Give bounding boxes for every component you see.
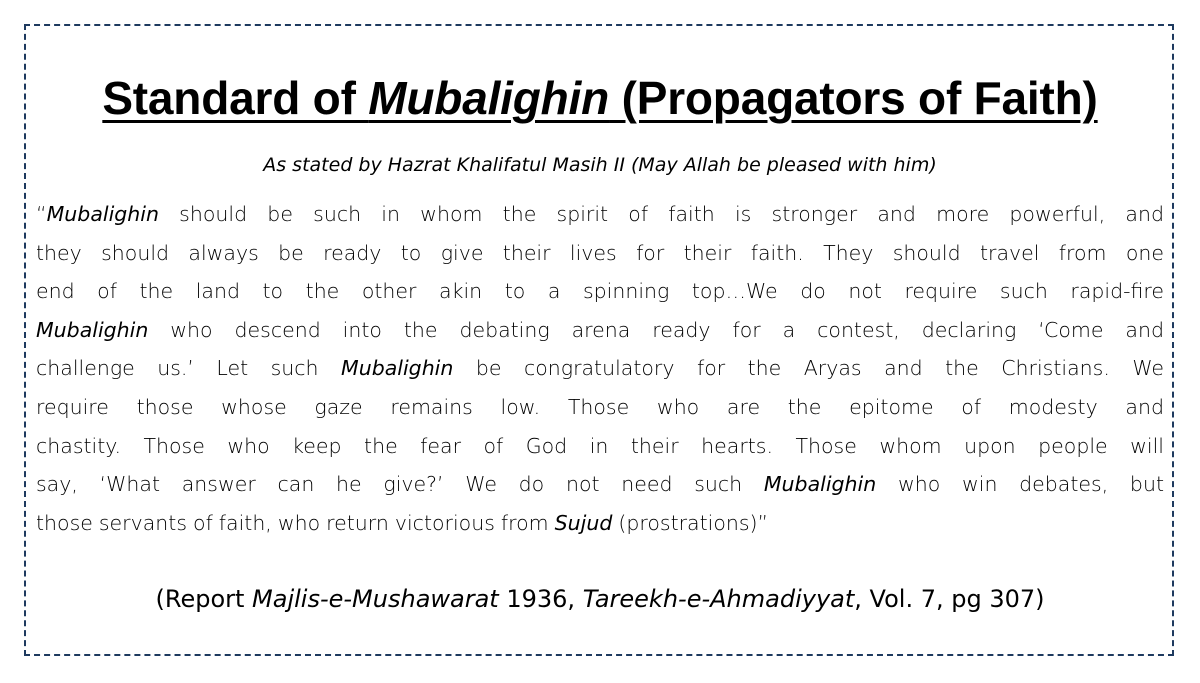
attribution-subtitle: As stated by Hazrat Khalifatul Masih II (May Allah be pleased with him) bbox=[263, 154, 937, 176]
citation-italic-term: Majlis-e-Mushawarat bbox=[252, 585, 499, 613]
citation-reference bbox=[0, 583, 1200, 615]
quote-line bbox=[36, 465, 1164, 504]
quote-text: (prostrations)” bbox=[612, 510, 769, 535]
quote-line bbox=[36, 234, 1164, 273]
title-prefix: Standard of bbox=[102, 72, 369, 124]
citation-text: 1936, bbox=[498, 585, 583, 613]
citation-text: (Report bbox=[155, 585, 253, 613]
title-suffix: (Propagators of Faith) bbox=[609, 72, 1098, 124]
quote-line bbox=[36, 349, 1164, 388]
quote-italic-term: Mubalighin bbox=[36, 317, 149, 342]
quote-text: “ bbox=[36, 202, 47, 226]
quote-text: challenge us.’ Let such bbox=[36, 356, 342, 381]
quote-text: chastity. Those who keep the fear of God in their hearts. Those whom upon people will bbox=[36, 433, 1164, 458]
quote-text: say, ‘What answer can he give?’ We do not need such bbox=[36, 472, 764, 497]
quote-line bbox=[36, 388, 1164, 427]
page-title bbox=[0, 70, 1200, 126]
quote-italic-term: Sujud bbox=[554, 510, 613, 535]
quote-text: those servants of faith, who return victorious from bbox=[36, 510, 555, 535]
quote-text: be congratulatory for the Aryas and the Christians. We bbox=[453, 356, 1164, 381]
quote-line bbox=[36, 311, 1164, 350]
quote-text: require those whose gaze remains low. Those who are the epitome of modesty and bbox=[36, 394, 1164, 419]
quote-italic-term: Mubalighin bbox=[763, 472, 877, 497]
quote-line bbox=[36, 195, 1164, 234]
quote-italic-term: Mubalighin bbox=[46, 202, 159, 226]
title-italic-term: Mubalighin bbox=[368, 72, 610, 124]
quote-line bbox=[36, 427, 1164, 466]
quote-line bbox=[36, 504, 1164, 543]
citation-italic-term: Tareekh-e-Ahmadiyyat bbox=[582, 585, 855, 613]
quote-italic-term: Mubalighin bbox=[341, 356, 454, 381]
quote-text: they should always be ready to give their lives for their faith. They should travel from one bbox=[36, 240, 1164, 265]
quote-body bbox=[36, 195, 1164, 542]
quote-text: who win debates, but bbox=[876, 472, 1164, 497]
quote-text: should be such in whom the spirit of faith is stronger and more powerful, and bbox=[158, 202, 1164, 226]
quote-line bbox=[36, 272, 1164, 311]
quote-text: who descend into the debating arena ready for a contest, declaring ‘Come and bbox=[148, 317, 1164, 342]
citation-text: , Vol. 7, pg 307) bbox=[854, 585, 1045, 613]
title-underlined bbox=[102, 72, 1097, 124]
quote-text: end of the land to the other akin to a spinning top…We do not require such rapid-fire bbox=[36, 279, 1164, 304]
